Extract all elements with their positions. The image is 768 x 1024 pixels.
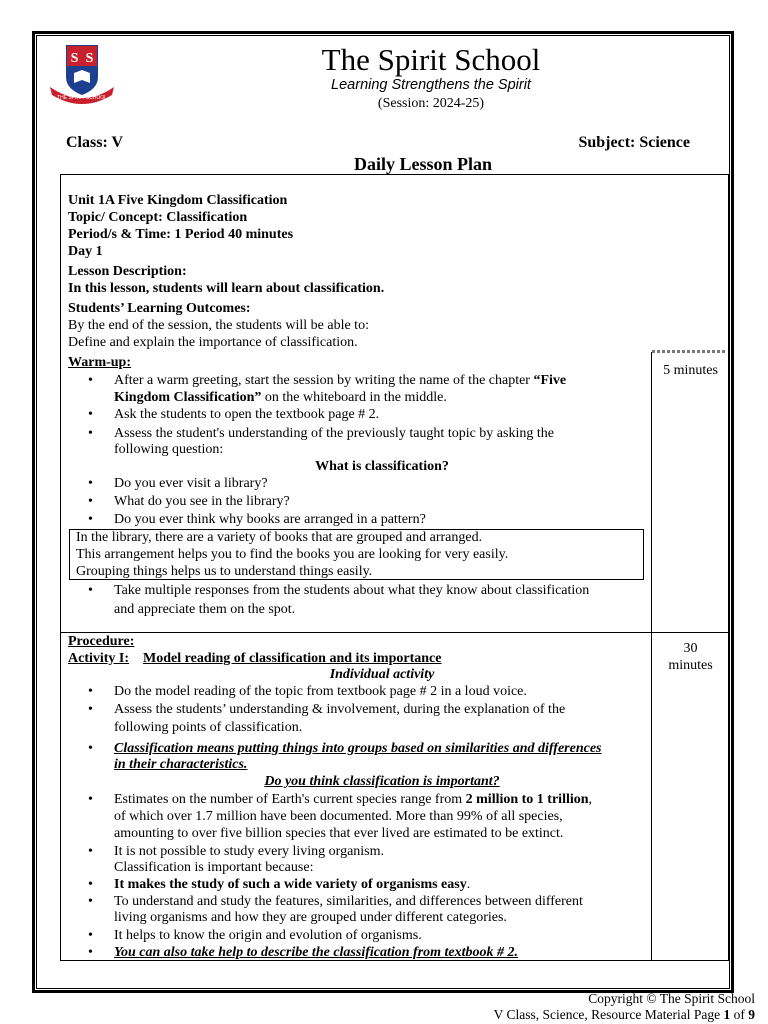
procedure-bullet-5-line-1: It is not possible to study every living organism.: [114, 844, 385, 859]
bullet-icon: •: [88, 373, 93, 388]
bullet-icon: •: [88, 494, 93, 509]
bullet-icon: •: [88, 928, 93, 943]
warmup-bullet-1-line-2: Kingdom Classification” on the whiteboard in the middle.: [114, 390, 447, 405]
bullet-icon: •: [88, 945, 93, 960]
bullet-icon: •: [88, 426, 93, 441]
time-column-divider: [651, 352, 652, 632]
warmup-q2: What do you see in the library?: [114, 494, 290, 509]
procedure-bullet-1: Do the model reading of the topic from textbook page # 2 in a loud voice.: [114, 684, 527, 699]
plan-title: Daily Lesson Plan: [353, 154, 493, 174]
logo-letter-left: S: [70, 51, 79, 66]
procedure-bullet-7-line-2: living organisms and how they are grouped under different categories.: [114, 910, 507, 925]
bullet-icon: •: [88, 792, 93, 807]
bullet-icon: •: [88, 684, 93, 699]
period-line: Period/s & Time: 1 Period 40 minutes: [68, 227, 294, 242]
warmup-bullet-4-line-1: Take multiple responses from the students about what they know about classification: [114, 583, 590, 598]
warmup-time: 5 minutes: [663, 363, 718, 378]
bullet-icon: •: [88, 844, 93, 859]
procedure-bullet-5-line-2: Classification is important because:: [114, 860, 314, 875]
subject-label: Subject: Science: [578, 134, 690, 151]
bullet-icon: •: [88, 741, 93, 756]
procedure-bullet-2-line-1: Assess the students’ understanding & involvement, during the explanation of the: [114, 702, 566, 717]
bullet-icon: •: [88, 702, 93, 717]
procedure-bullet-6: It makes the study of such a wide variety of organisms easy.: [114, 877, 471, 892]
description-text: In this lesson, students will learn about classification.: [68, 281, 385, 296]
procedure-bullet-8: It helps to know the origin and evolution of organisms.: [114, 928, 422, 943]
warmup-bullet-1-line-1: After a warm greeting, start the session by writing the name of the chapter “Five: [114, 373, 567, 388]
day-line: Day 1: [68, 244, 103, 259]
warmup-bullet-4-line-2: and appreciate them on the spot.: [114, 602, 296, 617]
slo-line-1: By the end of the session, the students will be able to:: [68, 318, 369, 333]
procedure-bullet-9: You can also take help to describe the classification from textbook # 2.: [114, 945, 519, 960]
important-question: Do you think classification is important?: [264, 774, 500, 789]
procedure-time-1: 30: [683, 641, 698, 656]
procedure-time-2: minutes: [668, 658, 713, 673]
box-line-2: This arrangement helps you to find the books you are looking for very easily.: [76, 547, 509, 562]
warmup-heading: Warm-up:: [68, 355, 131, 370]
copyright-footer: Copyright © The Spirit School: [588, 991, 755, 1006]
dashed-line: [652, 350, 725, 353]
warmup-bullet-2: Ask the students to open the textbook page # 2.: [114, 407, 380, 422]
time-column-divider-2: [651, 632, 652, 960]
procedure-bullet-7-line-1: To understand and study the features, similarities, and differences between different: [114, 894, 583, 909]
slo-heading: Students’ Learning Outcomes:: [68, 301, 251, 316]
school-motto: Learning Strengthens the Spirit: [331, 77, 531, 93]
procedure-bullet-2-line-2: following points of classification.: [114, 720, 303, 735]
procedure-bullet-3-line-2: in their characteristics.: [114, 757, 248, 772]
box-line-3: Grouping things helps us to understand things easily.: [76, 564, 373, 579]
procedure-bullet-4-line-1: Estimates on the number of Earth's current species range from 2 million to 1 trillion,: [114, 792, 593, 807]
bullet-icon: •: [88, 583, 93, 598]
individual-activity-label: Individual activity: [329, 667, 435, 682]
bullet-icon: •: [88, 894, 93, 909]
unit-title: Unit 1A Five Kingdom Classification: [68, 193, 288, 208]
warmup-bullet-3-line-1: Assess the student's understanding of the previously taught topic by asking the: [114, 426, 554, 441]
warmup-bullet-3-line-2: following question:: [114, 442, 224, 457]
description-heading: Lesson Description:: [68, 264, 187, 279]
activity-line: Activity I: Model reading of classification and its importance: [68, 651, 442, 666]
bullet-icon: •: [88, 407, 93, 422]
logo-ribbon-text: THE SPIRIT SCHOOL: [57, 95, 107, 101]
bullet-icon: •: [88, 512, 93, 527]
school-name: The Spirit School: [321, 42, 541, 77]
bullet-icon: •: [88, 476, 93, 491]
procedure-heading: Procedure:: [68, 634, 135, 649]
warmup-q1: Do you ever visit a library?: [114, 476, 268, 491]
topic-line: Topic/ Concept: Classification: [68, 210, 248, 225]
warmup-q3: Do you ever think why books are arranged in a pattern?: [114, 512, 426, 527]
page-footer: V Class, Science, Resource Material Page 1 of 9: [493, 1007, 755, 1022]
procedure-bullet-4-line-3: amounting to over five billion species that ever lived are estimated to be extinct.: [114, 826, 564, 841]
logo-letter-right: S: [85, 51, 94, 66]
box-line-1: In the library, there are a variety of books that are grouped and arranged.: [76, 530, 483, 545]
session-label: (Session: 2024-25): [377, 96, 485, 111]
procedure-bullet-3-line-1: Classification means putting things into groups based on similarities and differences: [114, 741, 602, 756]
row-divider: [61, 632, 729, 633]
bullet-icon: •: [88, 877, 93, 892]
class-label: Class: V: [66, 134, 124, 151]
slo-line-2: Define and explain the importance of classification.: [68, 335, 358, 350]
procedure-bullet-4-line-2: of which over 1.7 million have been documented. More than 99% of all species,: [114, 809, 563, 824]
warmup-question: What is classification?: [315, 459, 449, 474]
